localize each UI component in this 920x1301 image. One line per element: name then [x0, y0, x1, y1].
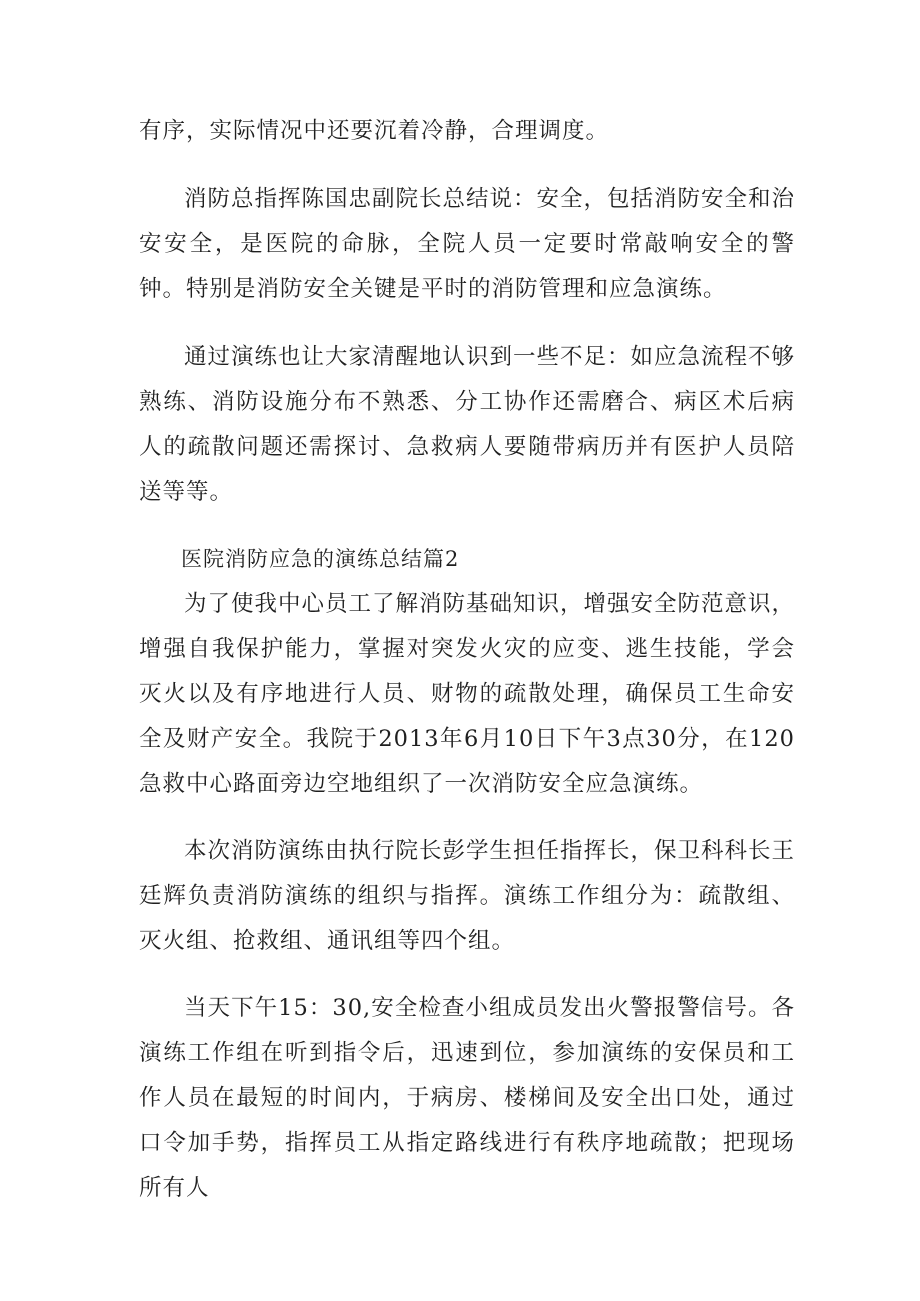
paragraph-drill-purpose: 为了使我中心员工了解消防基础知识，增强安全防范意识，增强自我保护能力，掌握对突发火灾的应变、逃生技能，学会灭火以及有序地进行人员、财物的疏散处理，确保员工生命安全及财产安全。我院于2013年6月10日下午3点30分，在120急救中心路面旁边空地组织了一次消防安全应急演练。 — [139, 591, 796, 797]
paragraph-shortcomings: 通过演练也让大家清醒地认识到一些不足：如应急流程不够熟练、消防设施分布不熟悉、分工协作还需磨合、病区术后病人的疏散问题还需探讨、急救病人要随带病历并有医护人员陪送等等。 — [139, 344, 796, 505]
paragraph-continuation: 有序，实际情况中还要沉着冷静，合理调度。 — [139, 118, 610, 144]
document-body — [139, 109, 795, 1211]
paragraph-summary-remarks: 消防总指挥陈国忠副院长总结说：安全，包括消防安全和治安安全，是医院的命脉，全院人员一定要时常敲响安全的警钟。特别是消防安全关键是平时的消防管理和应急演练。 — [139, 186, 796, 302]
paragraph-drill-organization: 本次消防演练由执行院长彭学生担任指挥长，保卫科科长王廷辉负责消防演练的组织与指挥。演练工作组分为：疏散组、灭火组、抢救组、通讯组等四个组。 — [139, 838, 796, 954]
paragraph-drill-process: 当天下午15：30,安全检查小组成员发出火警报警信号。各演练工作组在听到指令后，迅速到位，参加演练的安保员和工作人员在最短的时间内，于病房、楼梯间及安全出口处，通过口令加手势，指挥员工从指定路线进行有秩序地疏散；把现场所有人 — [139, 995, 795, 1201]
section-heading: 医院消防应急的演练总结篇2 — [181, 547, 460, 571]
